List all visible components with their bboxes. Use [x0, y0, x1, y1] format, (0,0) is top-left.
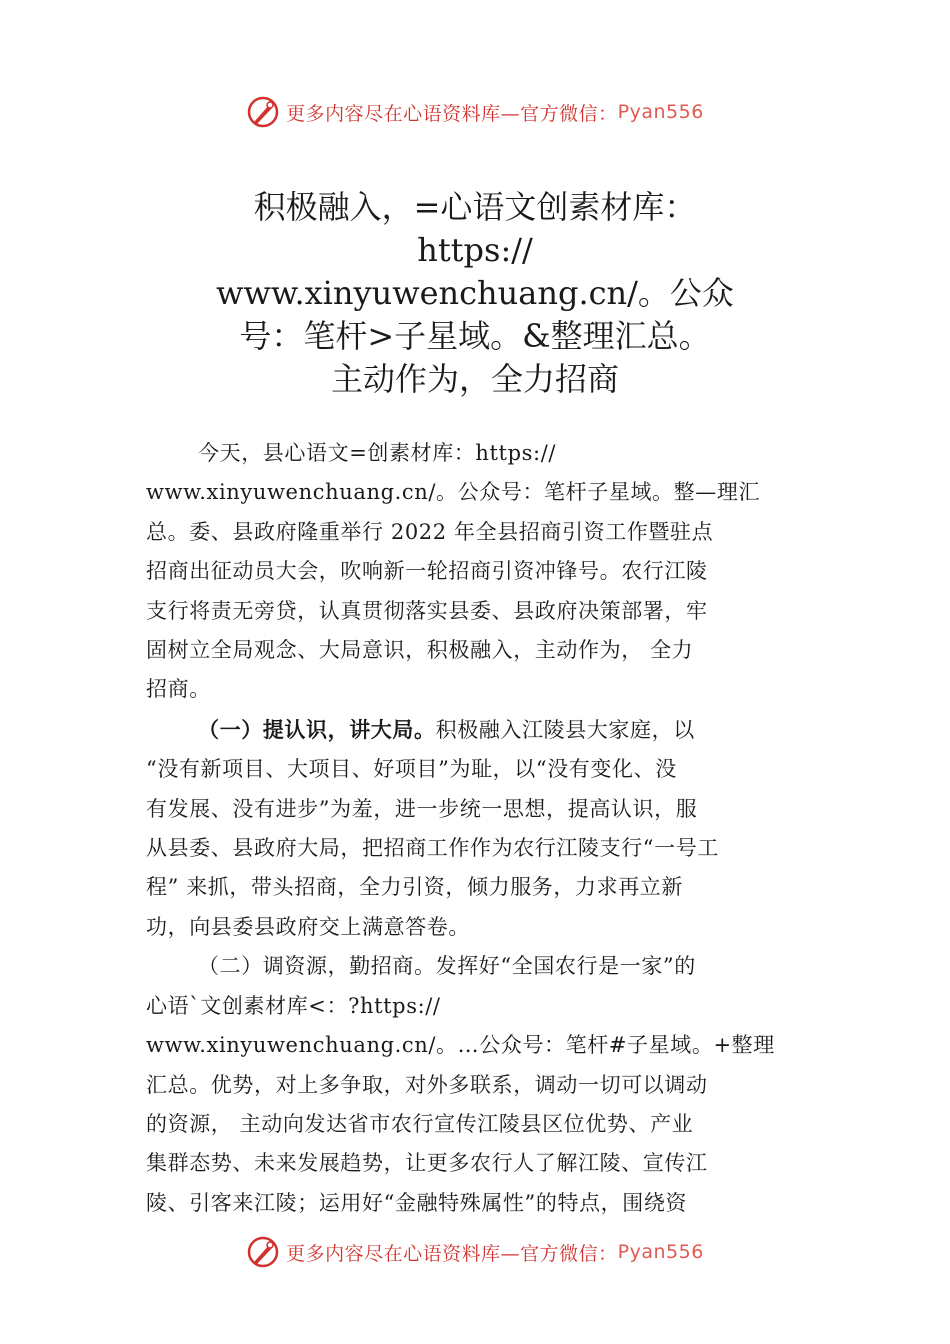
- text-line: www.xinyuwenchuang.cn/。…公众号：笔杆#子星域。+整理: [146, 1033, 775, 1058]
- text-line: 陵、引客来江陵；运用好“金融特殊属性”的特点，围绕资: [146, 1190, 688, 1215]
- text-line: [146, 710, 806, 750]
- quill-logo-icon: [246, 95, 280, 129]
- text-line: 招商。: [146, 677, 211, 702]
- text-line: 功，向县委县政府交上满意答卷。: [146, 914, 470, 939]
- text-line: 集群态势、未来发展趋势，让更多农行人了解江陵、宣传江: [146, 1151, 708, 1176]
- banner-wechat-id: Pyan556: [617, 101, 704, 123]
- text-line: www.xinyuwenchuang.cn/。公众号：笔杆子星域。整—理汇: [146, 480, 761, 505]
- paragraph-section-1: [146, 710, 806, 947]
- text-line: 程” 来抓，带头招商，全力引资，倾力服务，力求再立新: [146, 875, 684, 900]
- paragraph-intro: [146, 434, 806, 710]
- text-line: 从县委、县政府大局，把招商工作作为农行江陵支行“一号工: [146, 836, 719, 861]
- text-line: 今天，县心语文=创素材库：https://: [198, 441, 557, 465]
- text-line: 汇总。优势，对上多争取，对外多联系，调动一切可以调动: [146, 1072, 708, 1097]
- text-line: 有发展、没有进步”为羞，进一步统一思想，提高认识，服: [146, 796, 698, 821]
- banner-text: 更多内容尽在心语资料库—官方微信：: [286, 102, 618, 125]
- document-title: [140, 186, 810, 401]
- title-line: 主动作为，全力招商: [330, 360, 619, 398]
- banner-wechat-id: Pyan556: [617, 1241, 704, 1263]
- title-line: www.xinyuwenchuang.cn/。公众: [216, 274, 734, 312]
- text-line: 招商出征动员大会，吹响新一轮招商引资冲锋号。农行江陵: [146, 559, 708, 584]
- section-heading: （一）提认识，讲大局。: [198, 716, 436, 742]
- text-line: 支行将责无旁贷，认真贯彻落实县委、县政府决策部署，牢: [146, 598, 708, 623]
- paragraph-section-2: [146, 947, 806, 1223]
- footer-banner: [0, 1232, 950, 1272]
- text-line: “没有新项目、大项目、好项目”为耻，以“没有变化、没: [146, 757, 677, 782]
- title-line: https://: [417, 231, 533, 269]
- text-line: 心语`文创素材库<：?https://: [146, 993, 441, 1018]
- title-line: 积极融入，=心语文创素材库：: [253, 188, 697, 226]
- text-line: （二）调资源，勤招商。发挥好“全国农行是一家”的: [198, 954, 696, 979]
- header-banner: [0, 92, 950, 132]
- title-line: 号：笔杆>子星域。&整理汇总。: [239, 317, 711, 355]
- quill-logo-icon: [246, 1235, 280, 1269]
- text-span: 积极融入江陵县大家庭，以: [435, 717, 695, 742]
- banner-text: 更多内容尽在心语资料库—官方微信：: [286, 1242, 618, 1265]
- text-line: 的资源， 主动向发达省市农行宣传江陵县区位优势、产业: [146, 1111, 694, 1136]
- text-line: 总。委、县政府隆重举行 2022 年全县招商引资工作暨驻点: [146, 519, 714, 544]
- document-body: [146, 434, 806, 1223]
- text-line: 固树立全局观念、大局意识，积极融入，主动作为， 全力: [146, 638, 694, 663]
